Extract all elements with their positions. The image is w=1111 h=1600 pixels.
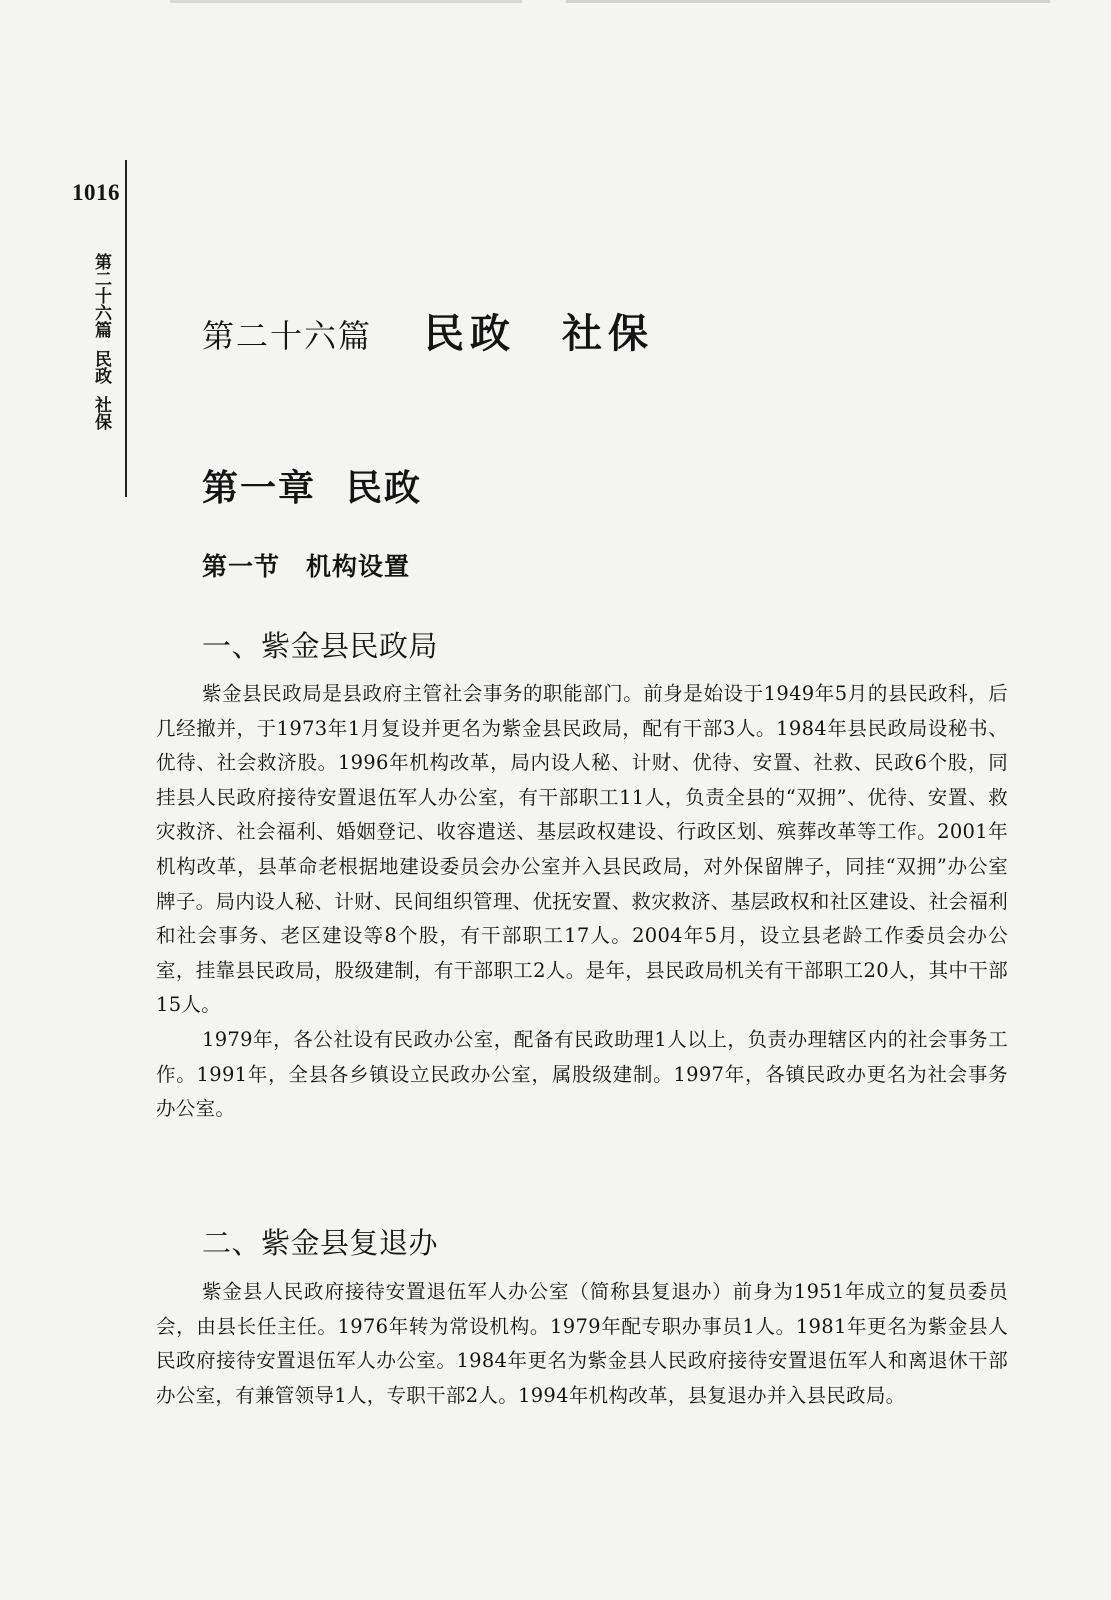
part-title — [202, 302, 654, 359]
chapter-title — [202, 460, 422, 511]
running-head-title-b: 社保 — [91, 396, 111, 430]
subsection-body — [156, 677, 1008, 1127]
chapter-name: 民政 — [346, 467, 423, 509]
paragraph: 1979年，各公社设有民政办公室，配备有民政助理1人以上，负责办理辖区内的社会事务工作。1991年，全县各乡镇设立民政办公室，属股级建制。1997年，各镇民政办更名为社会事务办公室。 — [156, 1027, 1008, 1121]
margin-rule — [125, 160, 127, 497]
top-edge-rule — [170, 0, 1050, 3]
running-head-title-a: 民政 — [91, 350, 111, 384]
part-title-a: 民政 — [424, 311, 517, 357]
part-number: 第二十六篇 — [202, 317, 373, 355]
chapter-number: 第一章 — [202, 467, 317, 509]
section-title — [202, 547, 410, 583]
page-number: 1016 — [72, 180, 120, 205]
subsection-body — [156, 1275, 1008, 1413]
subsection-heading: 二、紫金县复退办 — [202, 1226, 439, 1260]
section-number: 第一节 — [202, 552, 281, 581]
running-head — [84, 253, 110, 430]
paragraph: 紫金县民政局是县政府主管社会事务的职能部门。前身是始设于1949年5月的县民政科，后几经撤并，于1973年1月复设并更名为紫金县民政局，配有干部3人。1984年县民政局设秘书、优待、社会救济股。1996年机构改革，局内设人秘、计财、优待、安置、社救、民政6个股，同挂县人民政府接待安置退伍军人办公室，有干部职工11人，负责全县的“双拥”、优待、安置、救灾救济、社会福利、婚姻登记、收容遣送、基层政权建设、行政区划、殡葬改革等工作。2001年机构改革，县革命老根据地建设委员会办公室并入县民政局，对外保留牌子，同挂“双拥”办公室牌子。局内设人秘、计财、民间组织管理、优抚安置、救灾救济、基层政权和社区建设、社会福利和社会事务、老区建设等8个股，有干部职工17人。2004年5月，设立县老龄工作委员会办公室，挂靠县民政局，股级建制，有干部职工2人。是年，县民政局机关有干部职工20人，其中干部15人。 — [156, 682, 1008, 1017]
subsection-heading: 一、紫金县民政局 — [202, 629, 439, 663]
paragraph: 紫金县人民政府接待安置退伍军人办公室（简称县复退办）前身为1951年成立的复员委员会，由县长任主任。1976年转为常设机构。1979年配专职办事员1人。1981年更名为紫金县人民政府接待安置退伍军人办公室。1984年更名为紫金县人民政府接待安置退伍军人和离退休干部办公室，有兼管领导1人，专职干部2人。1994年机构改革，县复退办并入县民政局。 — [156, 1280, 1008, 1407]
running-head-part: 第二十六篇 — [91, 253, 111, 338]
part-title-b: 社保 — [562, 311, 655, 357]
section-name: 机构设置 — [306, 552, 411, 581]
